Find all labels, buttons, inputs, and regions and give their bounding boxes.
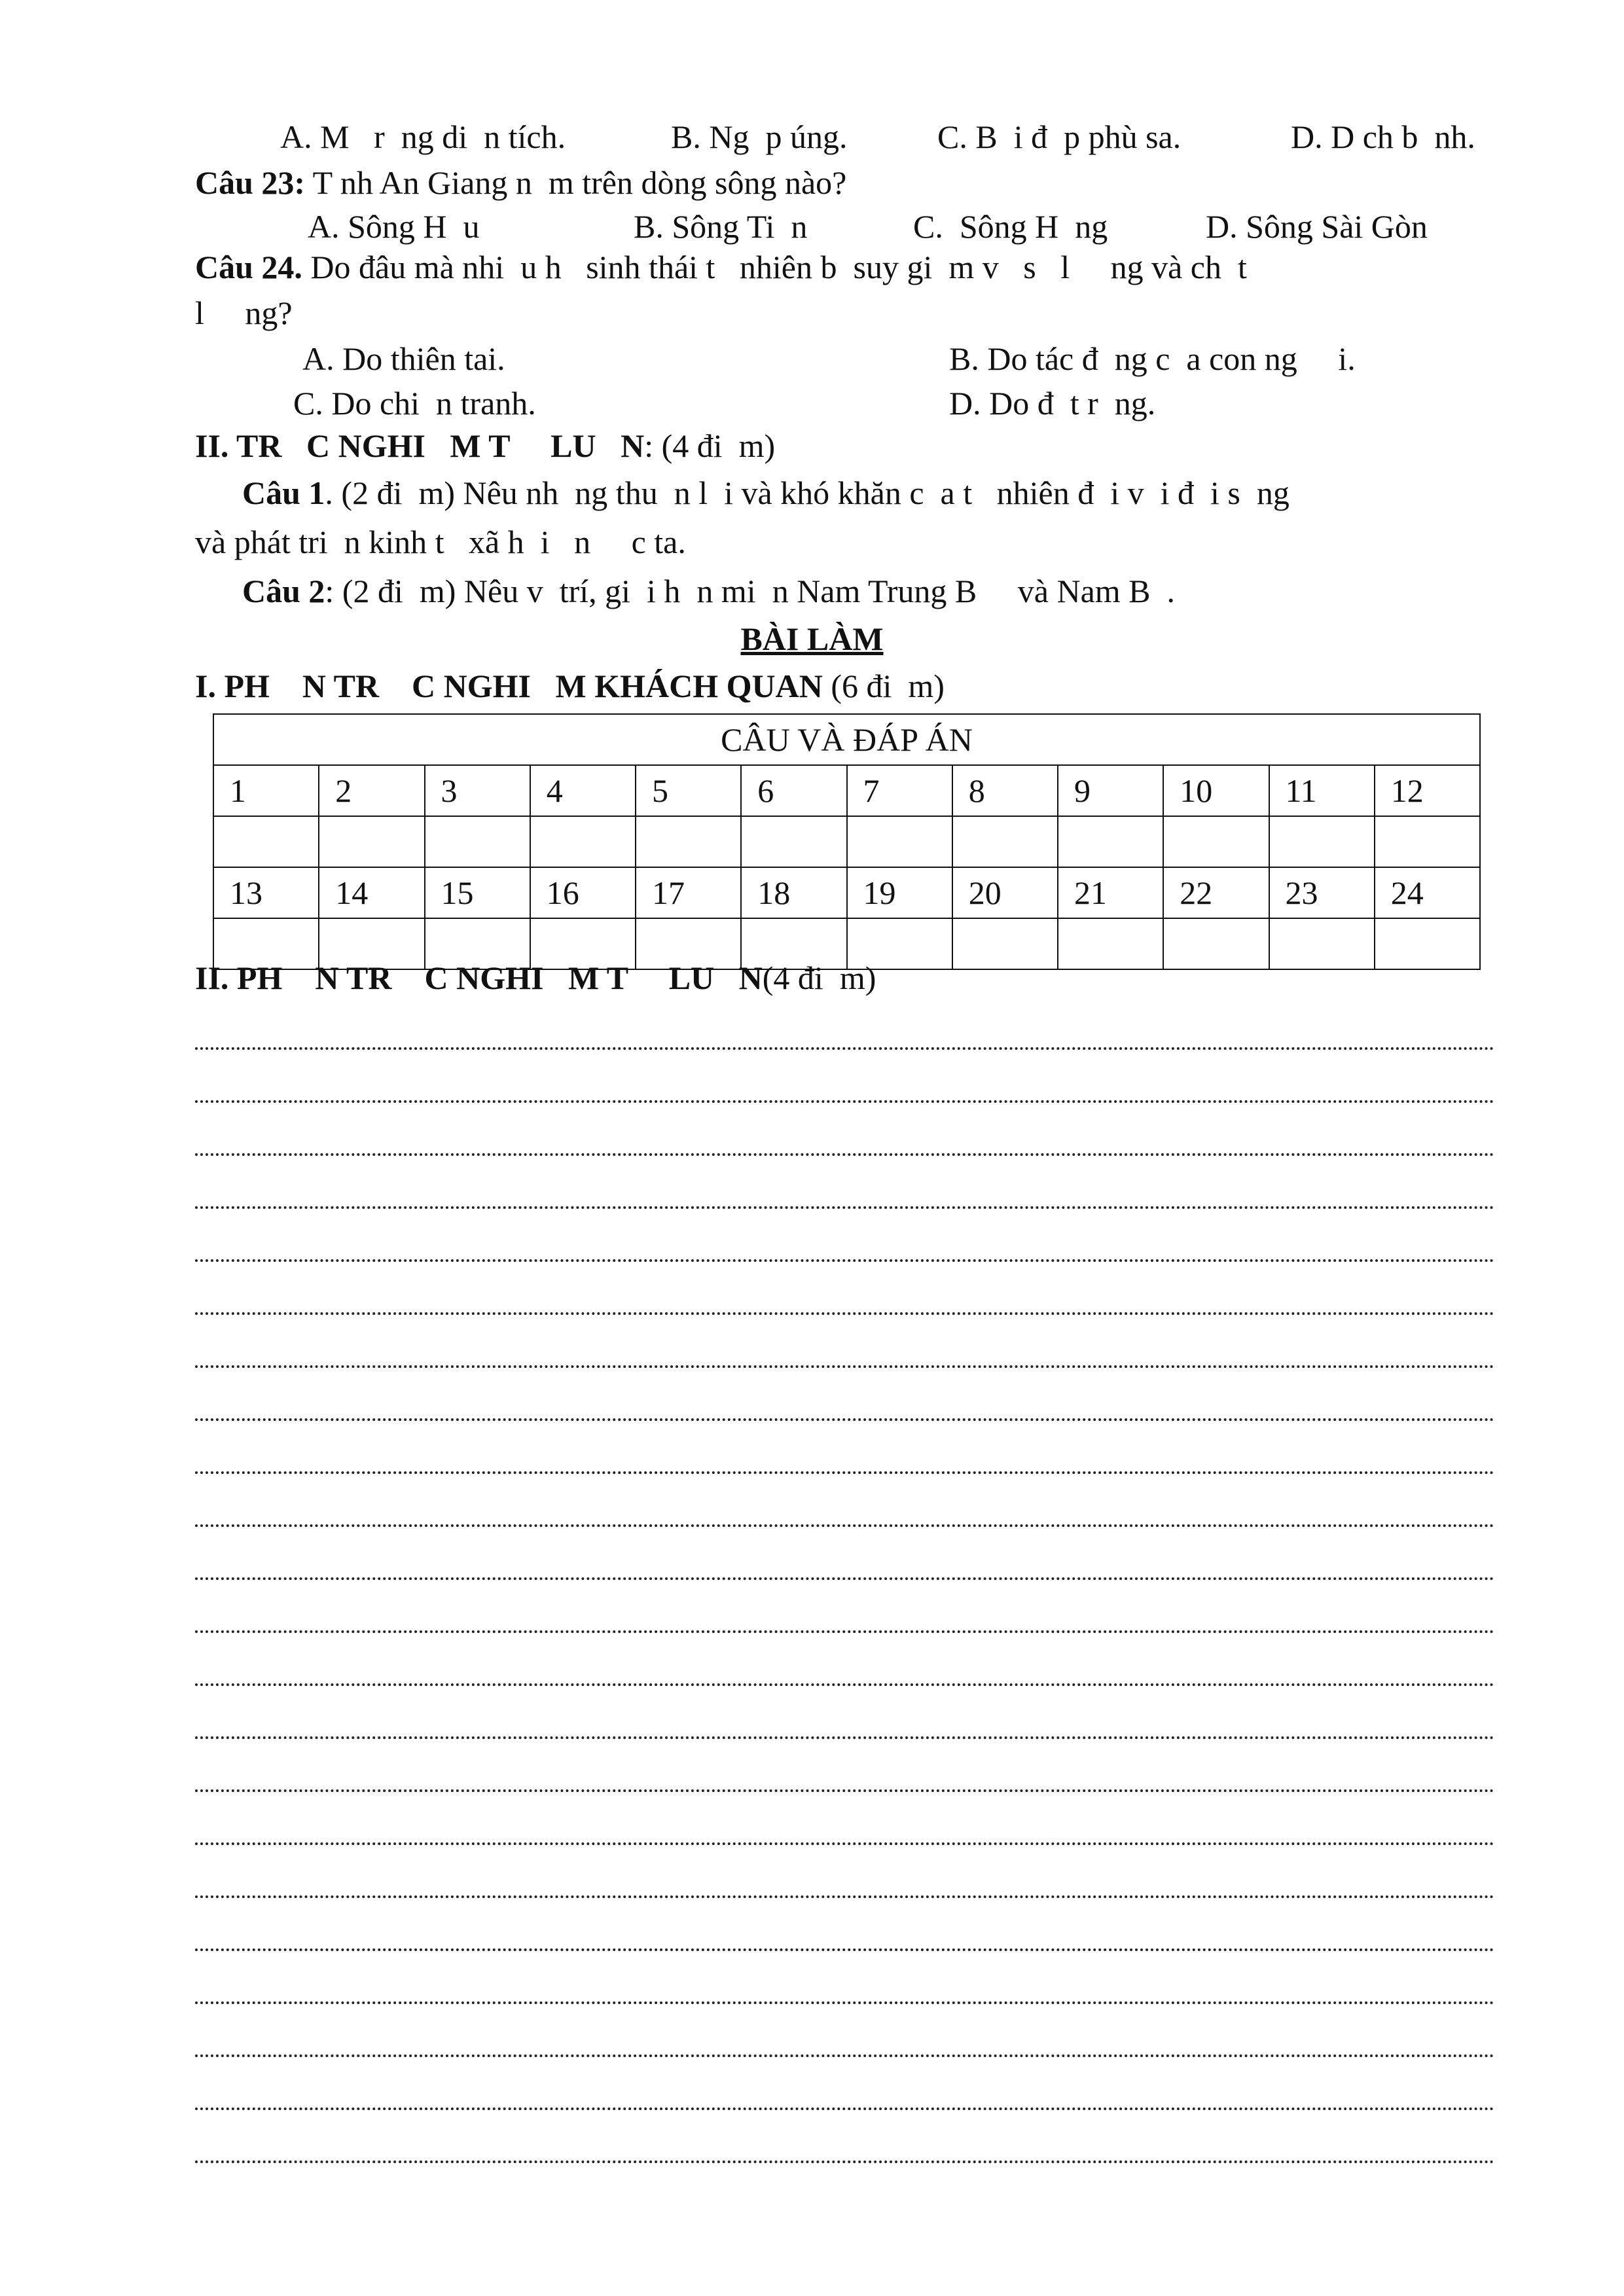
- q23-option-d: D. Sông Sài Gòn: [1206, 208, 1428, 245]
- answer-cell[interactable]: [1058, 918, 1163, 969]
- answer-cell[interactable]: [847, 816, 952, 867]
- essay-question-2: [242, 571, 1175, 611]
- question-23-text: T nh An Giang n m trên dòng sông nào?: [305, 164, 847, 201]
- answer-cell[interactable]: [530, 816, 636, 867]
- q23-option-a: A. Sông H u: [308, 208, 480, 245]
- essay-section-points: : (4 đi m): [644, 427, 776, 464]
- q23-option-c: C. Sông H ng: [913, 208, 1108, 245]
- answer-table: [213, 713, 1481, 970]
- essay-question-1: [242, 473, 1290, 513]
- writing-line[interactable]: [195, 1445, 1494, 1474]
- answer-cell[interactable]: [319, 816, 424, 867]
- part2-heading: [195, 958, 876, 998]
- essay-section-heading: [195, 425, 775, 466]
- writing-line[interactable]: [195, 1763, 1494, 1792]
- writing-line[interactable]: [195, 1975, 1494, 2004]
- answer-cell[interactable]: [1163, 918, 1269, 969]
- q22-option-b: B. Ng p úng.: [671, 118, 848, 155]
- question-number-cell: 17: [636, 867, 741, 918]
- q24-option-a: A. Do thiên tai.: [302, 340, 505, 377]
- question-number-cell: 14: [319, 867, 424, 918]
- answer-cell[interactable]: [952, 816, 1058, 867]
- writing-line[interactable]: [195, 1710, 1494, 1739]
- q23-option-b: B. Sông Ti n: [634, 208, 808, 245]
- writing-line[interactable]: [195, 1551, 1494, 1580]
- essay-section-title: II. TR C NGHI M T LU N: [195, 427, 645, 464]
- writing-line[interactable]: [195, 1869, 1494, 1898]
- writing-line[interactable]: [195, 1074, 1494, 1103]
- answer-cell[interactable]: [1058, 816, 1163, 867]
- question-number-cell: 18: [741, 867, 846, 918]
- question-number-cell: 3: [425, 765, 530, 816]
- answer-table-header-row: [213, 714, 1480, 765]
- question-number-cell: 24: [1375, 867, 1480, 918]
- question-number-row-1: [213, 765, 1480, 816]
- question-number-cell: 4: [530, 765, 636, 816]
- question-number-cell: 11: [1269, 765, 1375, 816]
- q24-option-d: D. Do đ t r ng.: [949, 385, 1156, 422]
- question-number-cell: 1: [213, 765, 319, 816]
- question-number-cell: 7: [847, 765, 952, 816]
- question-number-cell: 22: [1163, 867, 1269, 918]
- q24-option-b: B. Do tác đ ng c a con ng i.: [949, 340, 1356, 377]
- writing-line[interactable]: [195, 1180, 1494, 1209]
- question-number-cell: 21: [1058, 867, 1163, 918]
- answer-cell[interactable]: [1269, 816, 1375, 867]
- part1-heading: [195, 666, 945, 706]
- essay-question-1-cont: và phát tri n kinh t xã h i n c ta.: [195, 524, 686, 560]
- question-number-cell: 12: [1375, 765, 1480, 816]
- q22-option-a: A. M r ng di n tích.: [280, 118, 566, 155]
- writing-line[interactable]: [195, 1392, 1494, 1421]
- question-24: [195, 247, 1247, 287]
- answer-cell[interactable]: [425, 816, 530, 867]
- essay-question-2-label: Câu 2: [242, 573, 325, 609]
- answer-cell[interactable]: [636, 816, 741, 867]
- answer-cell[interactable]: [741, 816, 846, 867]
- question-24-text-cont: l ng?: [195, 295, 293, 331]
- question-number-row-2: [213, 867, 1480, 918]
- answer-cell[interactable]: [1375, 816, 1480, 867]
- question-number-cell: 8: [952, 765, 1058, 816]
- part1-points: (6 đi m): [822, 668, 945, 704]
- essay-question-2-text: : (2 đi m) Nêu v trí, gi i h n mi n Nam Trung B và Nam B .: [325, 573, 1176, 609]
- q22-option-d: D. D ch b nh.: [1291, 118, 1475, 155]
- question-23: [195, 162, 846, 203]
- writing-line[interactable]: [195, 1604, 1494, 1633]
- question-23-label: Câu 23:: [195, 164, 306, 201]
- question-number-cell: 16: [530, 867, 636, 918]
- answer-cell[interactable]: [213, 816, 319, 867]
- answer-row-1: [213, 816, 1480, 867]
- answer-cell[interactable]: [1269, 918, 1375, 969]
- writing-line[interactable]: [195, 1657, 1494, 1686]
- answer-cell[interactable]: [952, 918, 1058, 969]
- writing-line[interactable]: [195, 1922, 1494, 1951]
- writing-line[interactable]: [195, 1127, 1494, 1156]
- question-number-cell: 6: [741, 765, 846, 816]
- essay-question-1-label: Câu 1: [242, 475, 325, 511]
- answer-cell[interactable]: [1163, 816, 1269, 867]
- part2-title: II. PH N TR C NGHI M T LU N: [195, 960, 763, 996]
- writing-line[interactable]: [195, 2081, 1494, 2110]
- question-number-cell: 5: [636, 765, 741, 816]
- part1-title: I. PH N TR C NGHI M KHÁCH QUAN: [195, 668, 823, 704]
- writing-line[interactable]: [195, 1816, 1494, 1845]
- question-number-cell: 15: [425, 867, 530, 918]
- question-number-cell: 10: [1163, 765, 1269, 816]
- answer-cell[interactable]: [1375, 918, 1480, 969]
- question-number-cell: 19: [847, 867, 952, 918]
- essay-question-1-text: . (2 đi m) Nêu nh ng thu n l i và khó khăn c a t nhiên đ i v i đ i s ng: [325, 475, 1290, 511]
- q22-option-c: C. B i đ p phù sa.: [937, 118, 1182, 155]
- writing-line[interactable]: [195, 2134, 1494, 2163]
- question-24-label: Câu 24.: [195, 249, 302, 285]
- answer-sheet-title: BÀI LÀM: [740, 620, 884, 657]
- part2-points: (4 đi m): [762, 960, 876, 996]
- question-number-cell: 20: [952, 867, 1058, 918]
- question-number-cell: 23: [1269, 867, 1375, 918]
- writing-line[interactable]: [195, 1233, 1494, 1262]
- q24-option-c: C. Do chi n tranh.: [293, 385, 536, 422]
- question-number-cell: 9: [1058, 765, 1163, 816]
- question-number-cell: 2: [319, 765, 424, 816]
- question-24-text: Do đâu mà nhi u h sinh thái t nhiên b suy gi m v s l ng và ch t: [302, 249, 1247, 285]
- writing-line[interactable]: [195, 1498, 1494, 1527]
- writing-line[interactable]: [195, 1339, 1494, 1368]
- answer-table-header: CÂU VÀ ĐÁP ÁN: [213, 714, 1480, 765]
- writing-line[interactable]: [195, 2028, 1494, 2057]
- writing-line[interactable]: [195, 1286, 1494, 1315]
- question-number-cell: 13: [213, 867, 319, 918]
- writing-line[interactable]: [195, 1021, 1494, 1050]
